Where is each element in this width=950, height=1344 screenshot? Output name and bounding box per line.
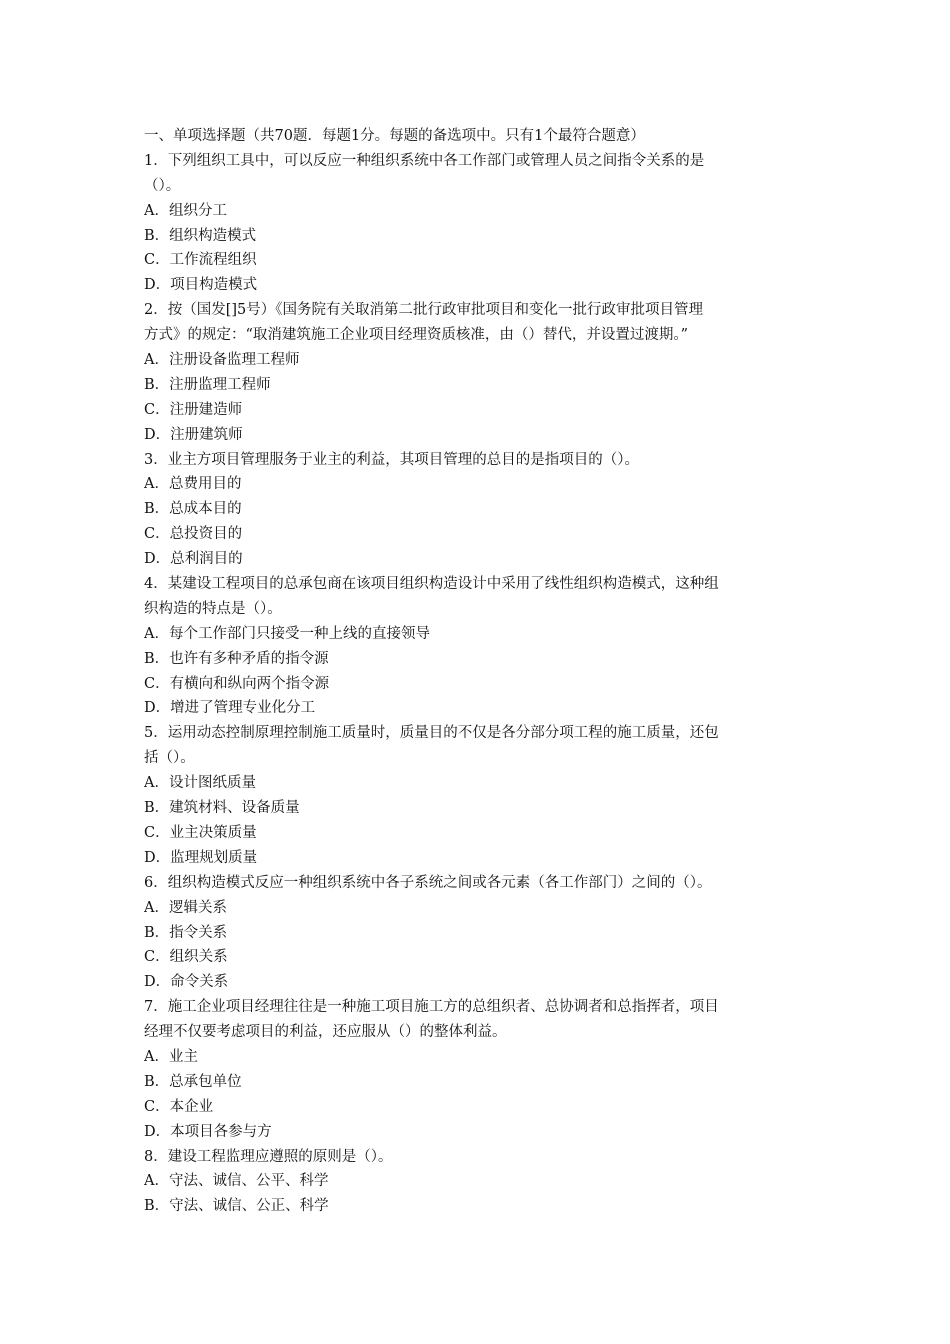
answer-option: C．业主决策质量 xyxy=(144,824,257,841)
answer-option: D．增进了管理专业化分工 xyxy=(144,700,316,717)
answer-option: B．组织构造模式 xyxy=(144,227,257,244)
answer-option: B．总成本目的 xyxy=(144,501,242,518)
question-block xyxy=(144,1145,808,1220)
answer-option: C．总投资目的 xyxy=(144,526,243,543)
section-header: 一、单项选择题（共70题．每题1分。每题的备选项中。只有1个最符合题意） xyxy=(144,128,645,144)
answer-option: B．建筑材料、设备质量 xyxy=(144,800,300,817)
answer-option: B．守法、诚信、公正、科学 xyxy=(144,1198,329,1215)
answer-option: A．逻辑关系 xyxy=(144,899,227,916)
question-block xyxy=(144,149,808,298)
question-stem-line: 1．下列组织工具中，可以反应一种组织系统中各工作部门或管理人员之间指令关系的是 xyxy=(144,152,705,169)
question-stem-line: 5．运用动态控制原理控制施工质量时，质量目的不仅是各分部分项工程的施工质量，还包 xyxy=(144,725,719,742)
question-list xyxy=(144,149,808,1219)
answer-option: A．每个工作部门只接受一种上线的直接领导 xyxy=(144,625,430,642)
answer-option: A．设计图纸质量 xyxy=(144,775,256,792)
answer-option: C．注册建造师 xyxy=(144,401,243,418)
answer-option: D．命令关系 xyxy=(144,974,229,991)
question-stem-line: 经理不仅要考虑项目的利益，还应服从（）的整体利益。 xyxy=(144,1024,507,1041)
question-stem-line: 7．施工企业项目经理往往是一种施工项目施工方的总组织者、总协调者和总指挥者，项目 xyxy=(144,999,719,1016)
question-stem-line: 织构造的特点是（）。 xyxy=(144,600,282,617)
question-block xyxy=(144,871,808,995)
answer-option: B．也许有多种矛盾的指令源 xyxy=(144,650,329,667)
question-stem-line: （）。 xyxy=(144,177,181,194)
question-block xyxy=(144,721,808,870)
answer-option: A．组织分工 xyxy=(144,202,227,219)
answer-option: C．本企业 xyxy=(144,1098,214,1115)
question-stem-line: 8．建设工程监理应遵照的原则是（）。 xyxy=(144,1148,393,1165)
question-stem-line: 3．业主方项目管理服务于业主的利益，其项目管理的总目的是指项目的（）。 xyxy=(144,451,639,468)
document-body xyxy=(144,124,808,1219)
answer-option: A．注册设备监理工程师 xyxy=(144,352,300,369)
question-stem-line: 6．组织构造模式反应一种组织系统中各子系统之间或各元素（各工作部门）之间的（）。 xyxy=(144,874,712,891)
answer-option: C．有横向和纵向两个指令源 xyxy=(144,675,330,692)
question-block xyxy=(144,298,808,447)
answer-option: D．注册建筑师 xyxy=(144,426,243,443)
answer-option: B．总承包单位 xyxy=(144,1073,242,1090)
question-stem-line: 2．按（国发[]5号）《国务院有关取消第二批行政审批项目和变化一批行政审批项目管理 xyxy=(144,302,704,319)
question-stem-line: 4．某建设工程项目的总承包商在该项目组织构造设计中采用了线性组织构造模式，这种组 xyxy=(144,576,719,593)
answer-option: B．指令关系 xyxy=(144,924,228,941)
question-block xyxy=(144,448,808,572)
answer-option: C．工作流程组织 xyxy=(144,252,257,269)
question-block xyxy=(144,572,808,721)
question-block xyxy=(144,995,808,1144)
answer-option: D．监理规划质量 xyxy=(144,849,258,866)
answer-option: B．注册监理工程师 xyxy=(144,376,271,393)
answer-option: A．业主 xyxy=(144,1048,198,1065)
question-stem-line: 方式》的规定：“取消建筑施工企业项目经理资质核准，由（）替代，并设置过渡期。” xyxy=(144,327,689,344)
answer-option: D．总利润目的 xyxy=(144,551,243,568)
answer-option: D．项目构造模式 xyxy=(144,277,258,294)
answer-option: C．组织关系 xyxy=(144,949,228,966)
answer-option: A．守法、诚信、公平、科学 xyxy=(144,1173,329,1190)
answer-option: A．总费用目的 xyxy=(144,476,242,493)
answer-option: D．本项目各参与方 xyxy=(144,1123,272,1140)
question-stem-line: 括（）。 xyxy=(144,750,195,767)
